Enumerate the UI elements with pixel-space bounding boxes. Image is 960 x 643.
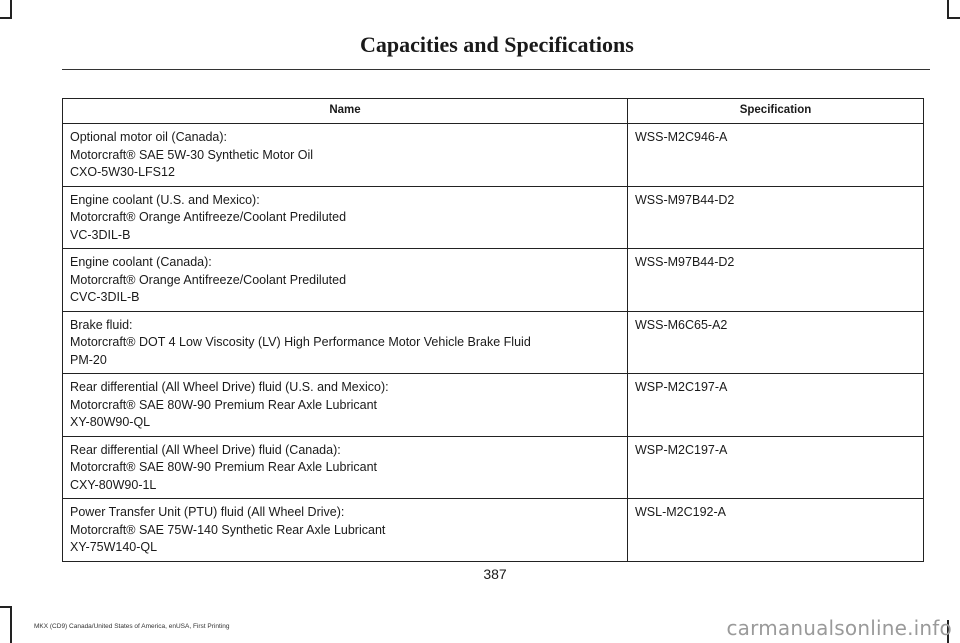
specification-cell: WSL-M2C192-A <box>628 499 924 562</box>
header-divider <box>62 69 930 70</box>
name-cell <box>63 186 628 249</box>
fluid-description: Engine coolant (Canada): <box>70 255 212 269</box>
product-name: Motorcraft® SAE 80W-90 Premium Rear Axle Lubricant <box>70 460 378 474</box>
specification-cell: WSP-M2C197-A <box>628 374 924 437</box>
fluid-description: Optional motor oil (Canada): <box>70 130 228 144</box>
part-number: VC-3DIL-B <box>70 227 131 242</box>
name-cell <box>63 311 628 374</box>
specification-cell: WSS-M97B44-D2 <box>628 186 924 249</box>
crop-mark <box>947 17 960 19</box>
table-row <box>63 311 924 374</box>
specification-cell: WSS-M2C946-A <box>628 124 924 187</box>
fluid-description: Rear differential (All Wheel Drive) fluid (U.S. and Mexico): <box>70 380 389 394</box>
part-number: CXO-5W30-LFS12 <box>70 165 175 179</box>
product-name: Motorcraft® SAE 80W-90 Premium Rear Axle Lubricant <box>70 397 378 412</box>
part-number: PM-20 <box>70 352 107 367</box>
print-edition-footer: MKX (CD9) Canada/United States of America, enUSA, First Printing <box>34 623 230 630</box>
crop-mark <box>10 0 12 18</box>
page-number: 387 <box>483 566 507 582</box>
crop-mark <box>947 0 949 18</box>
product-name: Motorcraft® SAE 5W-30 Synthetic Motor Oil <box>70 147 314 162</box>
page-title: Capacities and Specifications <box>360 32 634 57</box>
table-header-row <box>63 99 924 124</box>
crop-mark <box>0 606 12 608</box>
part-number: CXY-80W90-1L <box>70 477 157 492</box>
fluid-description: Rear differential (All Wheel Drive) fluid (Canada): <box>70 442 341 457</box>
product-name: Motorcraft® DOT 4 Low Viscosity (LV) High Performance Motor Vehicle Brake Fluid <box>70 335 531 349</box>
column-header-specification: Specification <box>628 99 924 124</box>
specification-cell: WSP-M2C197-A <box>628 436 924 499</box>
fluid-description: Engine coolant (U.S. and Mexico): <box>70 192 260 207</box>
name-cell <box>63 436 628 499</box>
crop-mark <box>0 17 12 19</box>
column-header-name: Name <box>63 99 628 124</box>
name-cell <box>63 499 628 562</box>
part-number: CVC-3DIL-B <box>70 290 140 304</box>
table-row <box>63 374 924 437</box>
table-row <box>63 124 924 187</box>
part-number: XY-75W140-QL <box>70 540 158 554</box>
crop-mark <box>10 606 12 643</box>
fluid-description: Brake fluid: <box>70 317 133 332</box>
specifications-table <box>62 98 924 562</box>
specification-cell: WSS-M97B44-D2 <box>628 249 924 312</box>
table-row <box>63 436 924 499</box>
name-cell <box>63 249 628 312</box>
part-number: XY-80W90-QL <box>70 415 151 429</box>
table-row <box>63 499 924 562</box>
watermark: carmanualsonline.info <box>726 616 952 640</box>
table-row <box>63 249 924 312</box>
product-name: Motorcraft® Orange Antifreeze/Coolant Prediluted <box>70 272 347 287</box>
fluid-description: Power Transfer Unit (PTU) fluid (All Wheel Drive): <box>70 505 345 519</box>
product-name: Motorcraft® SAE 75W-140 Synthetic Rear Axle Lubricant <box>70 522 386 537</box>
table-row <box>63 186 924 249</box>
name-cell <box>63 374 628 437</box>
name-cell <box>63 124 628 187</box>
product-name: Motorcraft® Orange Antifreeze/Coolant Prediluted <box>70 210 347 224</box>
specification-cell: WSS-M6C65-A2 <box>628 311 924 374</box>
